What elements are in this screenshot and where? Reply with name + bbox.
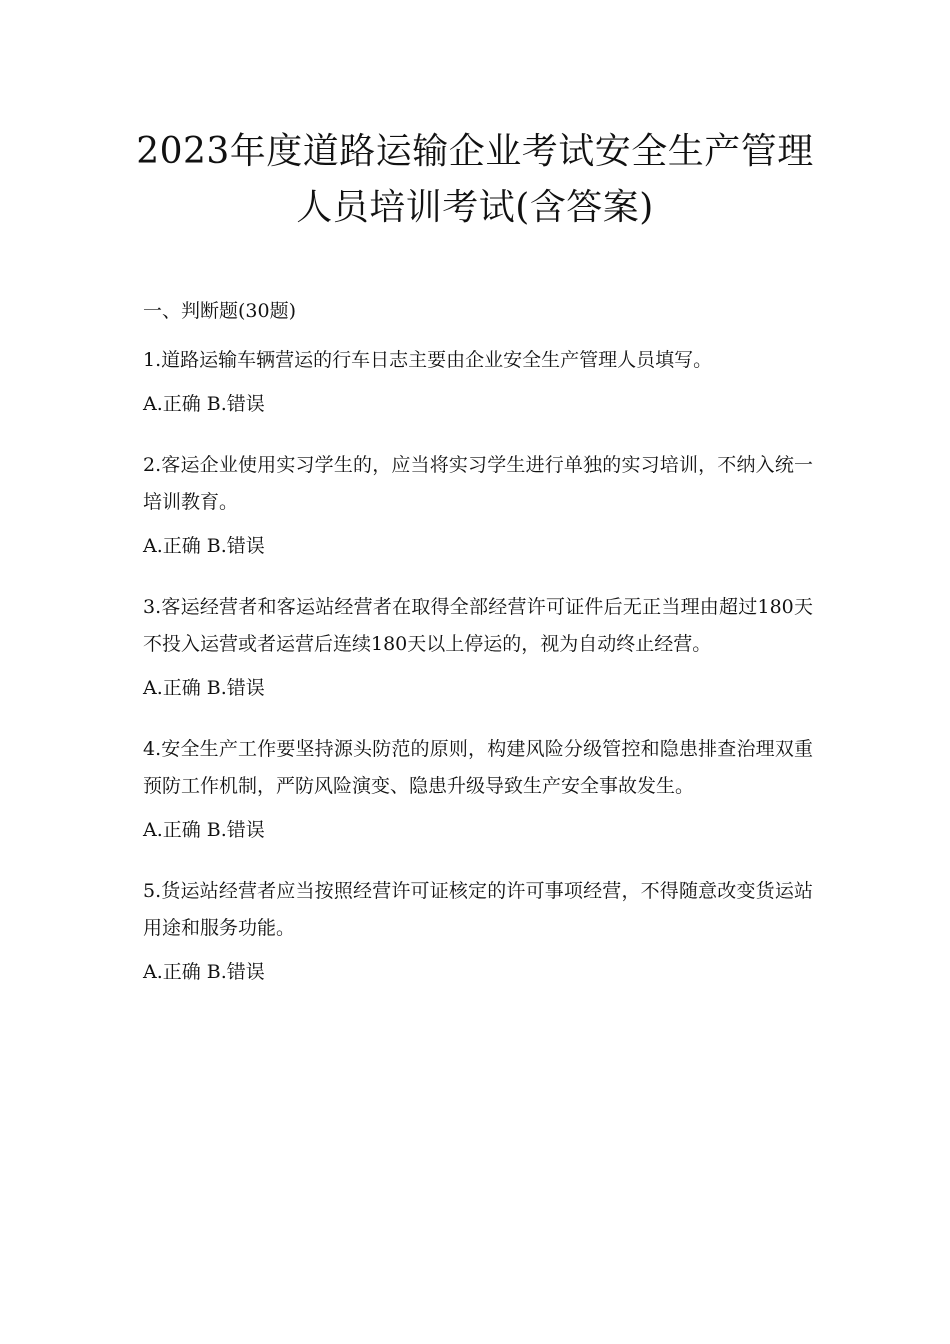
question-options: A.正确 B.错误 [143, 819, 265, 841]
document-title [0, 124, 950, 236]
question-text: 4.安全生产工作要坚持源头防范的原则，构建风险分级管控和隐患排查治理双重预防工作机制，严防风险演变、隐患升级导致生产安全事故发生。 [143, 738, 813, 797]
question-item [143, 731, 813, 845]
document-body [143, 296, 813, 1015]
section-heading: 一、判断题(30题) [143, 300, 297, 322]
title-line-1: 2023年度道路运输企业考试安全生产管理 [136, 131, 814, 173]
question-options: A.正确 B.错误 [143, 535, 265, 557]
question-options: A.正确 B.错误 [143, 677, 265, 699]
question-item [143, 589, 813, 703]
question-options: A.正确 B.错误 [143, 961, 265, 983]
question-text: 1.道路运输车辆营运的行车日志主要由企业安全生产管理人员填写。 [143, 349, 713, 371]
question-item [143, 447, 813, 561]
title-line-2: 人员培训考试(含答案) [296, 187, 654, 229]
question-item [143, 873, 813, 987]
question-options: A.正确 B.错误 [143, 393, 265, 415]
question-text: 5.货运站经营者应当按照经营许可证核定的许可事项经营，不得随意改变货运站用途和服务功能。 [143, 880, 813, 939]
question-text: 3.客运经营者和客运站经营者在取得全部经营许可证件后无正当理由超过180天不投入运营或者运营后连续180天以上停运的，视为自动终止经营。 [143, 596, 813, 655]
question-item [143, 342, 813, 419]
question-text: 2.客运企业使用实习学生的，应当将实习学生进行单独的实习培训，不纳入统一培训教育。 [143, 454, 813, 513]
